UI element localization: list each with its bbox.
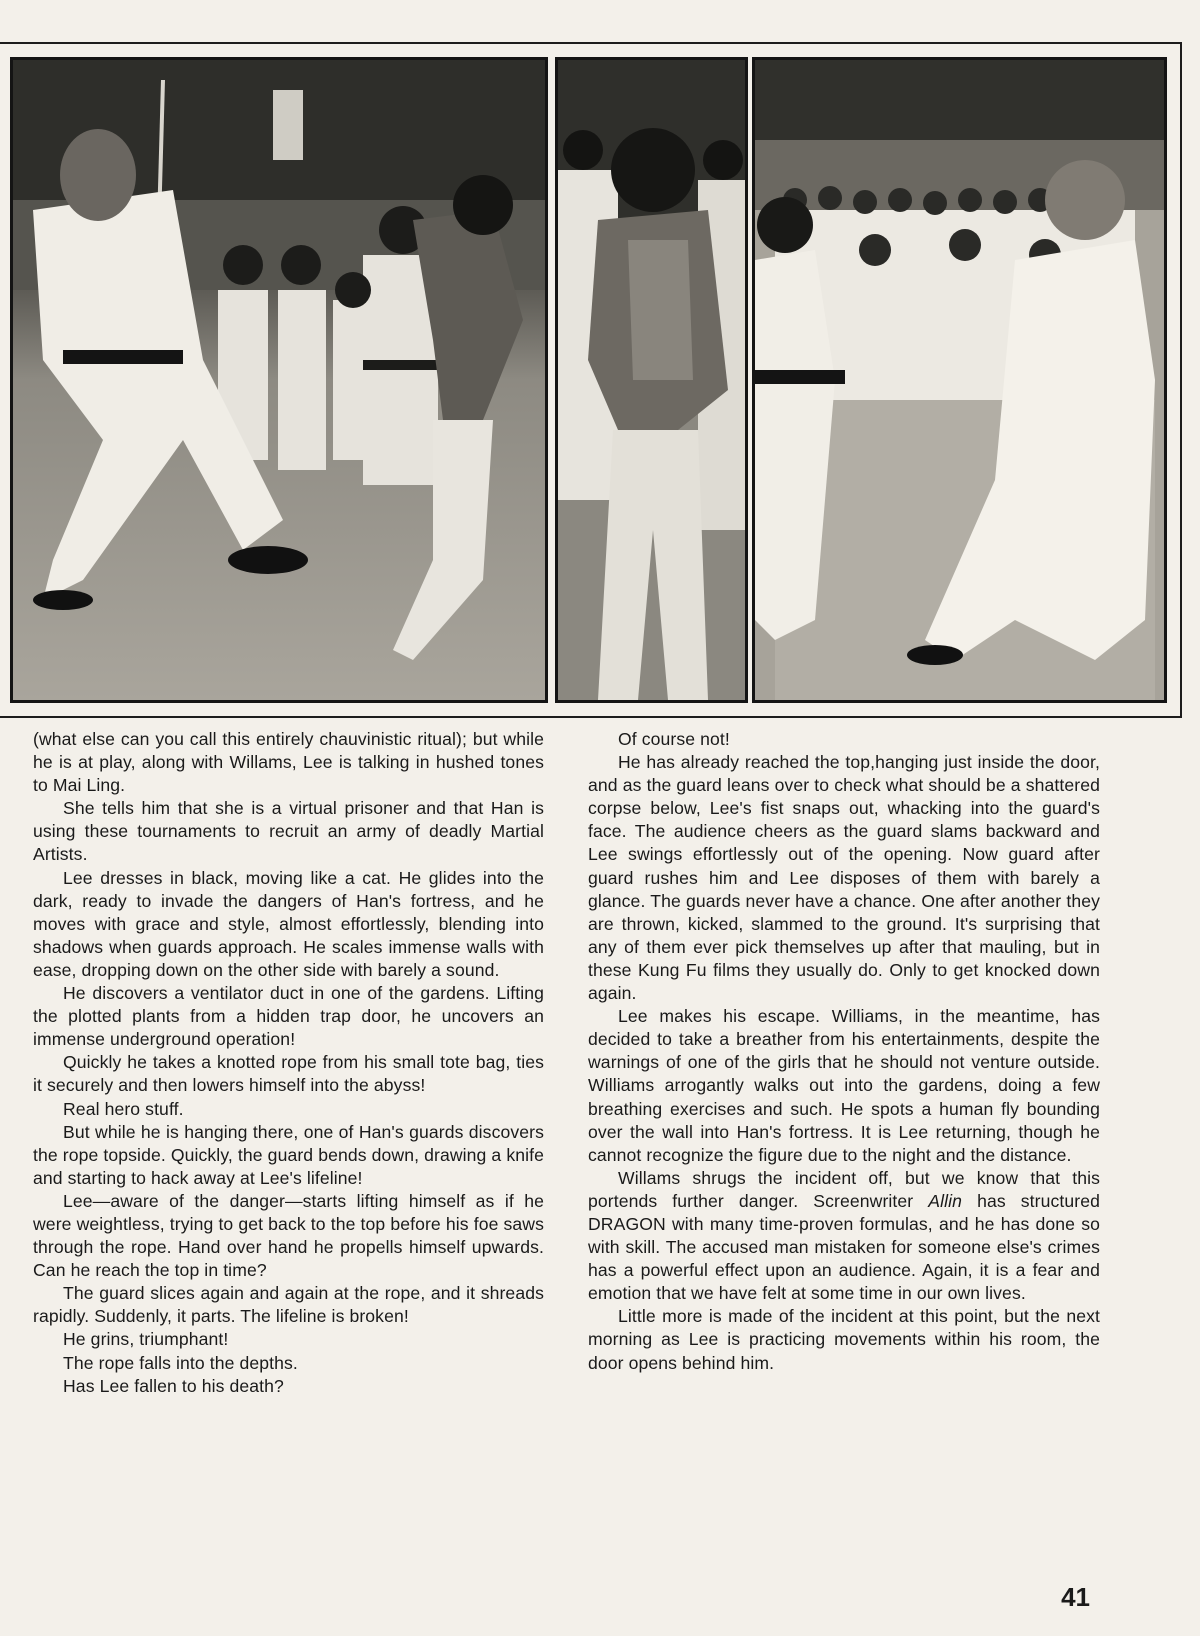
photo-fighter-closeup-image (558, 60, 745, 700)
paragraph: Little more is made of the incident at this point, but the next morning as Lee is practicing movements within his room, the door opens behind him. (588, 1306, 1100, 1373)
paragraph: Has Lee fallen to his death? (63, 1375, 284, 1396)
photo-strip (0, 42, 1182, 718)
paragraph: Lee—aware of the danger—starts lifting himself as if he were weightless, trying to get back to the top before his foe saws through the rope. Hand over hand he propells himself upwards. Can he reach the top in time? (33, 1190, 544, 1281)
article-column-left (33, 728, 544, 1398)
paragraph-text: has structured DRAGON with many time-proven formulas, and he has done so with skill. The accused man mistaken for someone else's crimes has a powerful effect upon an audience. Again, it is a fear and emotion that we have felt at some time in our own lives. (588, 1190, 1100, 1304)
paragraph: Real hero stuff. (63, 1098, 184, 1119)
photo-kick-scene (10, 57, 548, 703)
photo-fighter-closeup (555, 57, 748, 703)
paragraph (588, 1167, 1100, 1306)
page-number: 41 (1061, 1582, 1090, 1612)
photo-crowd-scene-image (755, 60, 1164, 700)
paragraph: He grins, triumphant! (63, 1329, 229, 1350)
paragraph: He has already reached the top,hanging just inside the door, and as the guard leans over to check what should be a shattered corpse below, Lee's fist snaps out, whacking into the guard's face. The audience cheers as the guard slams backward and Lee swings effortlessly out of the opening. Now guard after guard rushes him and Lee disposes of them with barely a glance. The guards never have a chance. One after another they are thrown, kicked, slammed to the ground. It's surprising that any of them ever pick themselves up after that mauling, but in these Kung Fu films they usually do. Only to get knocked down again. (588, 752, 1100, 1004)
photo-kick-scene-image (13, 60, 545, 700)
paragraph: Lee makes his escape. Williams, in the meantime, has decided to take a breather from his entertainments, despite the warnings of one of the girls that he should not venture outside. Williams arrogantly walks out into the gardens, doing a few breathing exercises and such. He spots a human fly bounding over the wall into Han's fortress. It is Lee returning, though he cannot recognize the figure due to the night and the distance. (588, 1006, 1100, 1165)
paragraph: Of course not! (618, 729, 730, 749)
paragraph: (what else can you call this entirely chauvinistic ritual); but while he is at play, along with Willams, Lee is talking in hushed tones to Mai Ling. (33, 729, 544, 796)
paragraph: Lee dresses in black, moving like a cat. He glides into the dark, ready to invade the dangers of Han's fortress, and he moves with grace and style, almost effortlessly, blending into shadows when guards approach. He scales immense walls with ease, dropping down on the other side with barely a sound. (33, 867, 544, 980)
paragraph-text: Willams shrugs the incident off, but we know that this portends further danger. Screenwriter (588, 1167, 1100, 1211)
paragraph: Quickly he takes a knotted rope from his small tote bag, ties it securely and then lowers himself into the abyss! (33, 1052, 544, 1096)
photo-crowd-scene (752, 57, 1167, 703)
screenwriter-name: Allin (928, 1190, 963, 1211)
paragraph: He discovers a ventilator duct in one of the gardens. Lifting the plotted plants from a hidden trap door, he uncovers an immense underground operation! (33, 983, 544, 1050)
article-column-right (588, 728, 1100, 1375)
paragraph: The guard slices again and again at the rope, and it shreads rapidly. Suddenly, it parts. The lifeline is broken! (33, 1283, 544, 1327)
paragraph: She tells him that she is a virtual prisoner and that Han is using these tournaments to recruit an army of deadly Martial Artists. (33, 798, 544, 865)
paragraph: The rope falls into the depths. (63, 1352, 298, 1373)
paragraph: But while he is hanging there, one of Han's guards discovers the rope topside. Quickly, the guard bends down, drawing a knife and starting to hack away at Lee's lifeline! (33, 1121, 544, 1188)
